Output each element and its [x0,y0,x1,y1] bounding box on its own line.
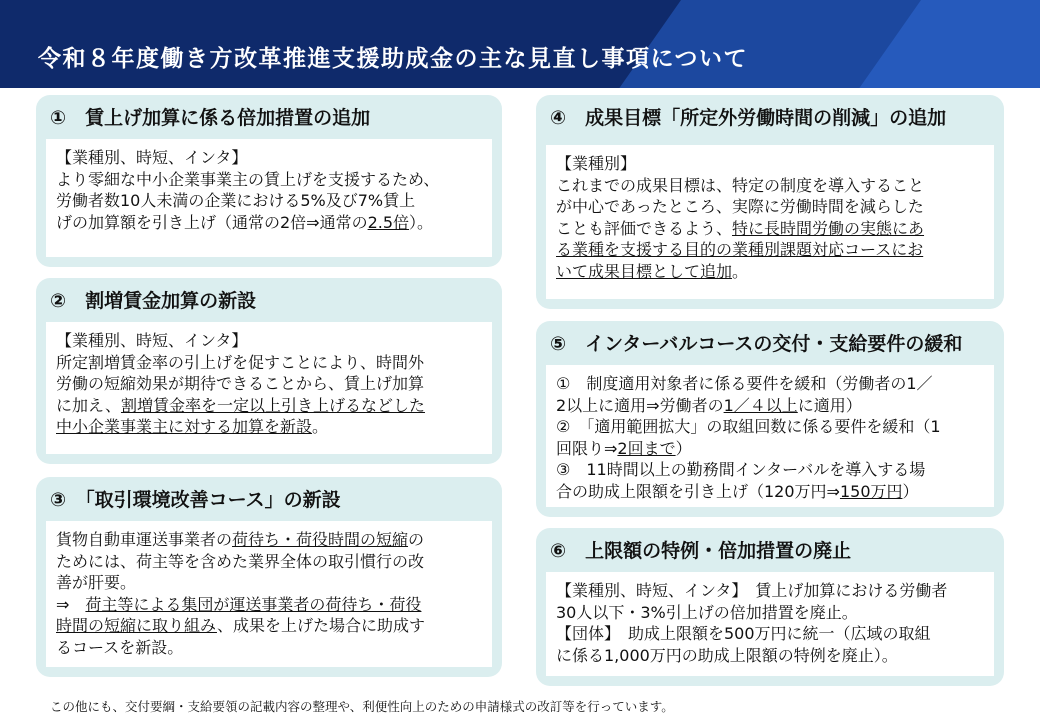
text-segment: 合の助成上限額を引き上げ（120万円⇒ [556,481,840,501]
card-line [56,529,482,551]
card-line [556,261,984,283]
text-segment: ） [902,481,919,501]
card-line: ③ 11時間以上の勤務間インターバルを導入する場 [556,460,926,479]
card-title: ⑤ インターバルコースの交付・支給要件の緩和 [550,333,963,355]
card-body [546,572,994,676]
card-title: ② 割増賃金加算の新設 [50,290,257,312]
underlined-text: る業種を支援する目的の業種別課題対応コースにお [556,240,924,259]
card-line: 30人以下・3%引上げの倍加措置を廃止。 [556,602,858,622]
card-line: 所定割増賃金率の引上げを促すことにより、時間外 [56,352,425,372]
page-header [0,0,1040,88]
card-line: が中心であったところ、実際に労働時間を減らした [556,197,924,216]
card-body [46,521,492,667]
underlined-text: 割増賃金率を一定以上引き上げるなどした [120,395,425,415]
text-segment: の [408,530,425,549]
card-line: 労働者数10人未満の企業における5%及び7%賃上 [56,191,416,210]
card-line [56,594,482,616]
text-segment: ）。 [409,212,434,232]
underlined-text: 中小企業事業主に対する加算を新設 [56,417,313,436]
card-line [556,438,984,460]
card-cap-special-abolition [536,528,1004,686]
card-line [56,212,482,234]
card-body [46,139,492,257]
card-body [546,365,994,507]
card-line: これまでの成果目標は、特定の制度を導入すること [556,175,925,195]
card-line [556,218,984,240]
card-line: に係る1,000万円の助成上限額の特例を廃止）。 [556,645,898,665]
text-segment: に適用） [797,395,862,415]
text-segment: ことも評価できるよう、 [556,218,733,238]
card-title: ① 賃上げ加算に係る倍加措置の追加 [50,107,371,129]
underlined-text: 2.5倍 [367,212,410,232]
text-segment: に加え、 [56,395,121,415]
card-line [556,481,984,503]
underlined-text: 2回まで [617,438,676,458]
underlined-text: いて成果目標として追加 [556,261,733,281]
card-line: 【団体】 助成上限額を500万円に統一（広域の取組 [556,624,931,643]
text-segment: 2以上に適用⇒労働者の [556,395,724,415]
card-line: 【業種別、時短、インタ】 [56,148,248,167]
card-line: 【業種別、時短、インタ】 賃上げ加算における労働者 [556,581,948,600]
card-line: より零細な中小企業事業主の賃上げを支援するため、 [56,169,440,189]
card-line: ② 「適用範囲拡大」の取組回数に係る要件を緩和（1 [556,417,941,436]
card-body [546,145,994,299]
underlined-text: 荷主等による集団が運送事業者の荷待ち・荷役 [85,594,422,614]
card-interval-course [536,321,1004,517]
card-line [556,395,984,417]
card-line: 善が肝要。 [56,573,137,592]
card-line: 【業種別】 [556,154,637,173]
card-title: ⑥ 上限額の特例・倍加措置の廃止 [550,540,852,562]
text-segment: 貨物自動車運送事業者の [56,530,233,549]
card-title: ④ 成果目標「所定外労働時間の削減」の追加 [550,107,947,129]
text-segment: 。 [732,261,749,281]
card-line [56,416,482,438]
card-outcome-target [536,95,1004,309]
card-body [46,322,492,454]
text-segment: ） [675,438,692,458]
underlined-text: 150万円 [839,481,903,501]
card-line [556,239,984,261]
card-line [56,395,482,417]
underlined-text: 荷待ち・荷役時間の短縮 [232,530,409,549]
underlined-text: 特に長時間労働の実態にあ [732,218,925,238]
card-line: 労働の短縮効果が期待できることから、賃上げ加算 [56,374,425,393]
card-line: るコースを新設。 [56,637,184,657]
page-title: 令和８年度働き方改革推進支援助成金の主な見直し事項について [38,46,749,72]
text-segment: 回限り⇒ [556,438,618,458]
text-segment: 、成果を上げた場合に助成す [216,616,425,635]
underlined-text: 時間の短縮に取り組み [56,616,217,635]
underlined-text: 1／４以上 [723,395,798,415]
card-line [56,615,482,637]
card-wage-increase [36,95,502,267]
card-line: 【業種別、時短、インタ】 [56,331,248,350]
text-segment: 。 [312,417,329,436]
card-line: ためには、荷主等を含めた業界全体の取引慣行の改 [56,551,425,571]
card-overtime-premium [36,278,502,464]
card-line: ① 制度適用対象者に係る要件を緩和（労働者の1／ [556,374,933,393]
card-trade-environment [36,477,502,677]
text-segment: ⇒ [56,594,86,614]
footer-note: この他にも、交付要綱・支給要領の記載内容の整理や、利便性向上のための申請様式の改訂等を行っています。 [50,699,674,714]
text-segment: げの加算額を引き上げ（通常の2倍⇒通常の [56,212,368,232]
card-title: ③ 「取引環境改善コース」の新設 [50,489,341,511]
